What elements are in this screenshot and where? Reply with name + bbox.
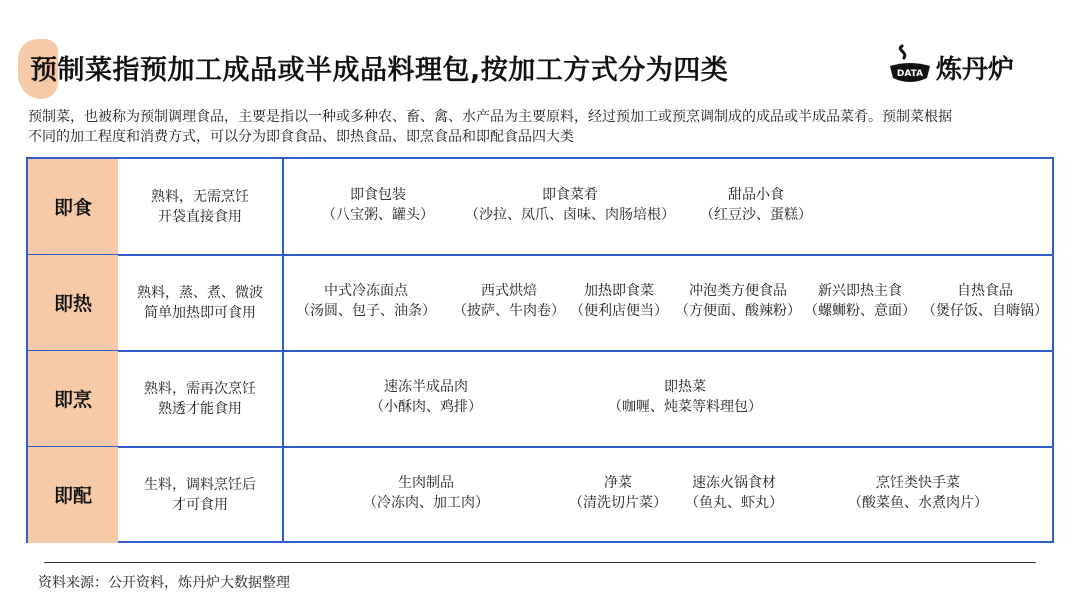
list-item bbox=[674, 473, 794, 513]
list-item bbox=[564, 281, 674, 321]
description-line: 简单加热即可食用 bbox=[144, 304, 256, 321]
page-title: 预制菜指预加工成品或半成品料理包,按加工方式分为四类 bbox=[30, 55, 729, 86]
item-examples: （鱼丸、虾丸） bbox=[685, 495, 783, 511]
item-name: 烹饪类快手菜 bbox=[876, 475, 960, 491]
item-examples: （酸菜鱼、水煮肉片） bbox=[848, 495, 988, 511]
list-item bbox=[668, 281, 808, 321]
source-note: 资料来源：公开资料，炼丹炉大数据整理 bbox=[38, 575, 290, 591]
description-line: 熟透才能食用 bbox=[158, 400, 242, 417]
item-examples: （汤圆、包子、油条） bbox=[296, 303, 436, 319]
item-examples: （螺蛳粉、意面） bbox=[804, 303, 916, 319]
item-examples: （红豆沙、蛋糕） bbox=[700, 207, 812, 223]
item-examples: （咖喱、炖菜等料理包） bbox=[608, 399, 762, 415]
list-item bbox=[298, 185, 458, 225]
description-line: 生料，调料烹饪后 bbox=[144, 476, 256, 493]
brand-logo bbox=[886, 44, 1046, 90]
item-examples: （披萨、牛肉卷） bbox=[453, 303, 565, 319]
description-line: 熟料，需再次烹饪 bbox=[144, 380, 256, 397]
list-item bbox=[838, 473, 998, 513]
list-item bbox=[444, 281, 574, 321]
list-item bbox=[440, 185, 700, 225]
list-item bbox=[676, 185, 836, 225]
item-name: 即热菜 bbox=[664, 379, 706, 395]
title-area bbox=[18, 36, 858, 100]
intro-paragraph: 预制菜，也被称为预制调理食品，主要是指以一种或多种农、畜、禽、水产品为主要原料，经过预加工或预烹调制成的成品或半成品菜肴。预制菜根据不同的加工程度和消费方式，可以分为即食食品、即热食品、即烹食品和即配食品四大类 bbox=[28, 109, 952, 145]
item-name: 加热即食菜 bbox=[584, 283, 654, 299]
item-name: 新兴即热主食 bbox=[818, 283, 902, 299]
item-name: 速冻火锅食材 bbox=[692, 475, 776, 491]
list-item bbox=[798, 281, 922, 321]
list-item bbox=[346, 377, 506, 417]
footer-divider bbox=[44, 562, 1036, 563]
pot-logo-icon bbox=[886, 44, 934, 88]
category-description bbox=[118, 351, 282, 447]
item-name: 甜品小食 bbox=[728, 187, 784, 203]
item-name: 自热食品 bbox=[957, 283, 1013, 299]
category-label: 即食 bbox=[28, 159, 118, 255]
list-item bbox=[286, 281, 446, 321]
item-examples: （方便面、酸辣粉） bbox=[675, 303, 801, 319]
item-name: 速冻半成品肉 bbox=[384, 379, 468, 395]
item-examples: （清洗切片菜） bbox=[569, 495, 667, 511]
item-name: 即食包装 bbox=[350, 187, 406, 203]
category-label: 即烹 bbox=[28, 351, 118, 447]
category-description bbox=[118, 159, 282, 255]
category-description bbox=[118, 447, 282, 543]
list-item bbox=[920, 281, 1050, 321]
item-examples: （小酥肉、鸡排） bbox=[370, 399, 482, 415]
item-examples: （冷冻肉、加工肉） bbox=[363, 495, 489, 511]
item-name: 净菜 bbox=[604, 475, 632, 491]
item-name: 西式烘焙 bbox=[481, 283, 537, 299]
item-examples: （八宝粥、罐头） bbox=[322, 207, 434, 223]
category-label: 即热 bbox=[28, 255, 118, 351]
category-table bbox=[26, 157, 1054, 543]
category-label: 即配 bbox=[28, 447, 118, 543]
item-name: 冲泡类方便食品 bbox=[689, 283, 787, 299]
table-row bbox=[28, 159, 1052, 255]
column-divider bbox=[282, 159, 284, 541]
description-line: 熟料，无需烹饪 bbox=[151, 188, 249, 205]
list-item bbox=[590, 377, 780, 417]
item-examples: （沙拉、凤爪、卤味、肉肠培根） bbox=[465, 207, 675, 223]
item-name: 生肉制品 bbox=[398, 475, 454, 491]
description-line: 才可食用 bbox=[172, 496, 228, 513]
logo-icon-text: DATA bbox=[896, 69, 924, 79]
description-line: 开袋直接食用 bbox=[158, 208, 242, 225]
description-line: 熟料，蒸、煮、微波 bbox=[137, 284, 263, 301]
list-item bbox=[558, 473, 678, 513]
table-row bbox=[28, 255, 1052, 351]
list-item bbox=[346, 473, 506, 513]
item-name: 中式冷冻面点 bbox=[324, 283, 408, 299]
item-examples: （煲仔饭、自嗨锅） bbox=[922, 303, 1048, 319]
table-row bbox=[28, 351, 1052, 447]
brand-name: 炼丹炉 bbox=[936, 55, 1015, 85]
item-name: 即食菜肴 bbox=[542, 187, 598, 203]
table-row bbox=[28, 447, 1052, 543]
item-examples: （便利店便当） bbox=[570, 303, 668, 319]
category-description bbox=[118, 255, 282, 351]
